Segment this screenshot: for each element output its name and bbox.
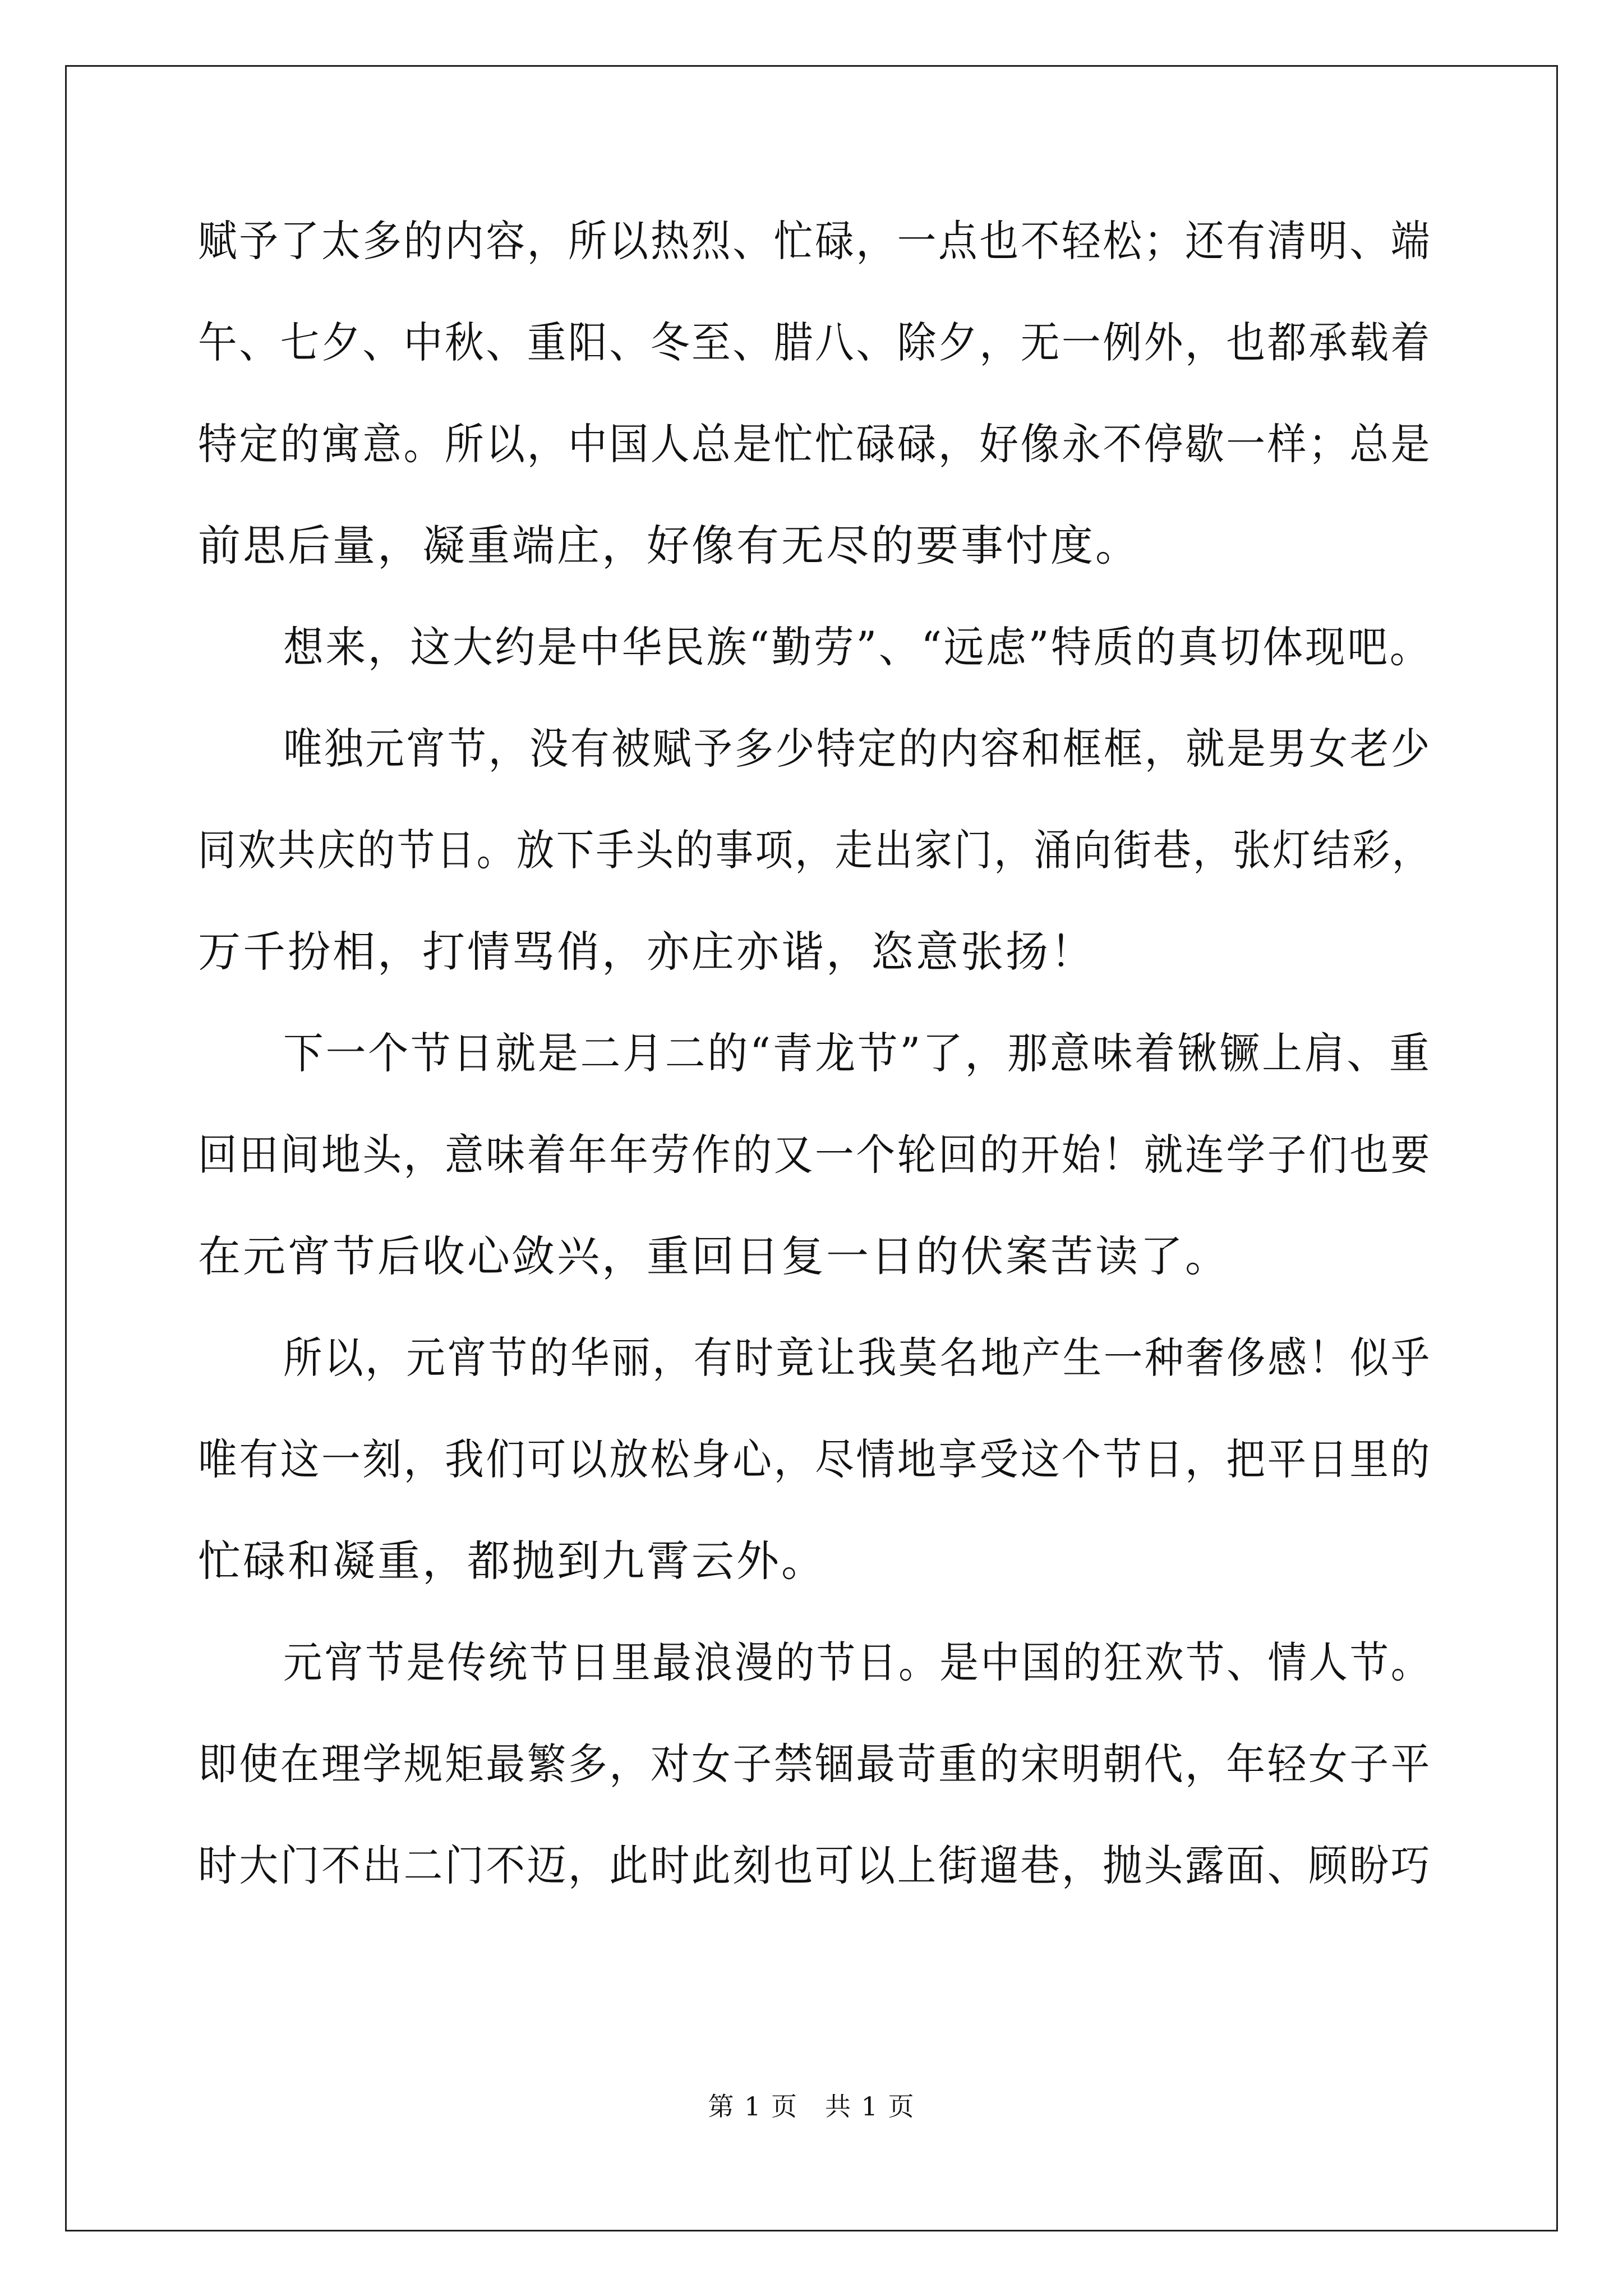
text-line: 元宵节是传统节日里最浪漫的节日。是中国的狂欢节、情人节。 [283,1637,1432,1687]
text-line: 想来，这大约是中华民族“勤劳”、“远虑”特质的真切体现吧。 [283,622,1432,672]
text-line: 唯独元宵节，没有被赋予多少特定的内容和框框，就是男女老少 [283,724,1432,774]
text-line: 特定的寓意。所以，中国人总是忙忙碌碌，好像永不停歇一样；总是 [198,419,1432,469]
text-line: 忙碌和凝重，都抛到九霄云外。 [198,1536,826,1586]
text-line: 午、七夕、中秋、重阳、冬至、腊八、除夕，无一例外，也都承载着 [198,318,1432,367]
page-number-footer: 第 1 页 共 1 页 [708,2091,915,2122]
text-line: 下一个节日就是二月二的“青龙节”了，那意味着锹镢上肩、重 [283,1028,1432,1078]
text-line: 即使在理学规矩最繁多，对女子禁锢最苛重的宋明朝代，年轻女子平 [198,1739,1432,1789]
text-line: 前思后量，凝重端庄，好像有无尽的要事忖度。 [198,521,1140,570]
text-line: 在元宵节后收心敛兴，重回日复一日的伏案苦读了。 [198,1231,1230,1281]
text-line: 时大门不出二门不迈，此时此刻也可以上街遛巷，抛头露面、顾盼巧 [198,1841,1432,1890]
text-line: 回田间地头，意味着年年劳作的又一个轮回的开始！就连学子们也要 [198,1130,1432,1180]
text-line: 所以，元宵节的华丽，有时竟让我莫名地产生一种奢侈感！似乎 [283,1333,1432,1383]
text-line: 万千扮相，打情骂俏，亦庄亦谐，恣意张扬！ [198,927,1095,977]
text-line: 同欢共庆的节日。放下手头的事项，走出家门，涌向街巷，张灯结彩， [198,825,1432,875]
text-line: 唯有这一刻，我们可以放松身心，尽情地享受这个节日，把平日里的 [198,1434,1432,1484]
text-line: 赋予了太多的内容，所以热烈、忙碌，一点也不轻松；还有清明、端 [198,216,1432,266]
